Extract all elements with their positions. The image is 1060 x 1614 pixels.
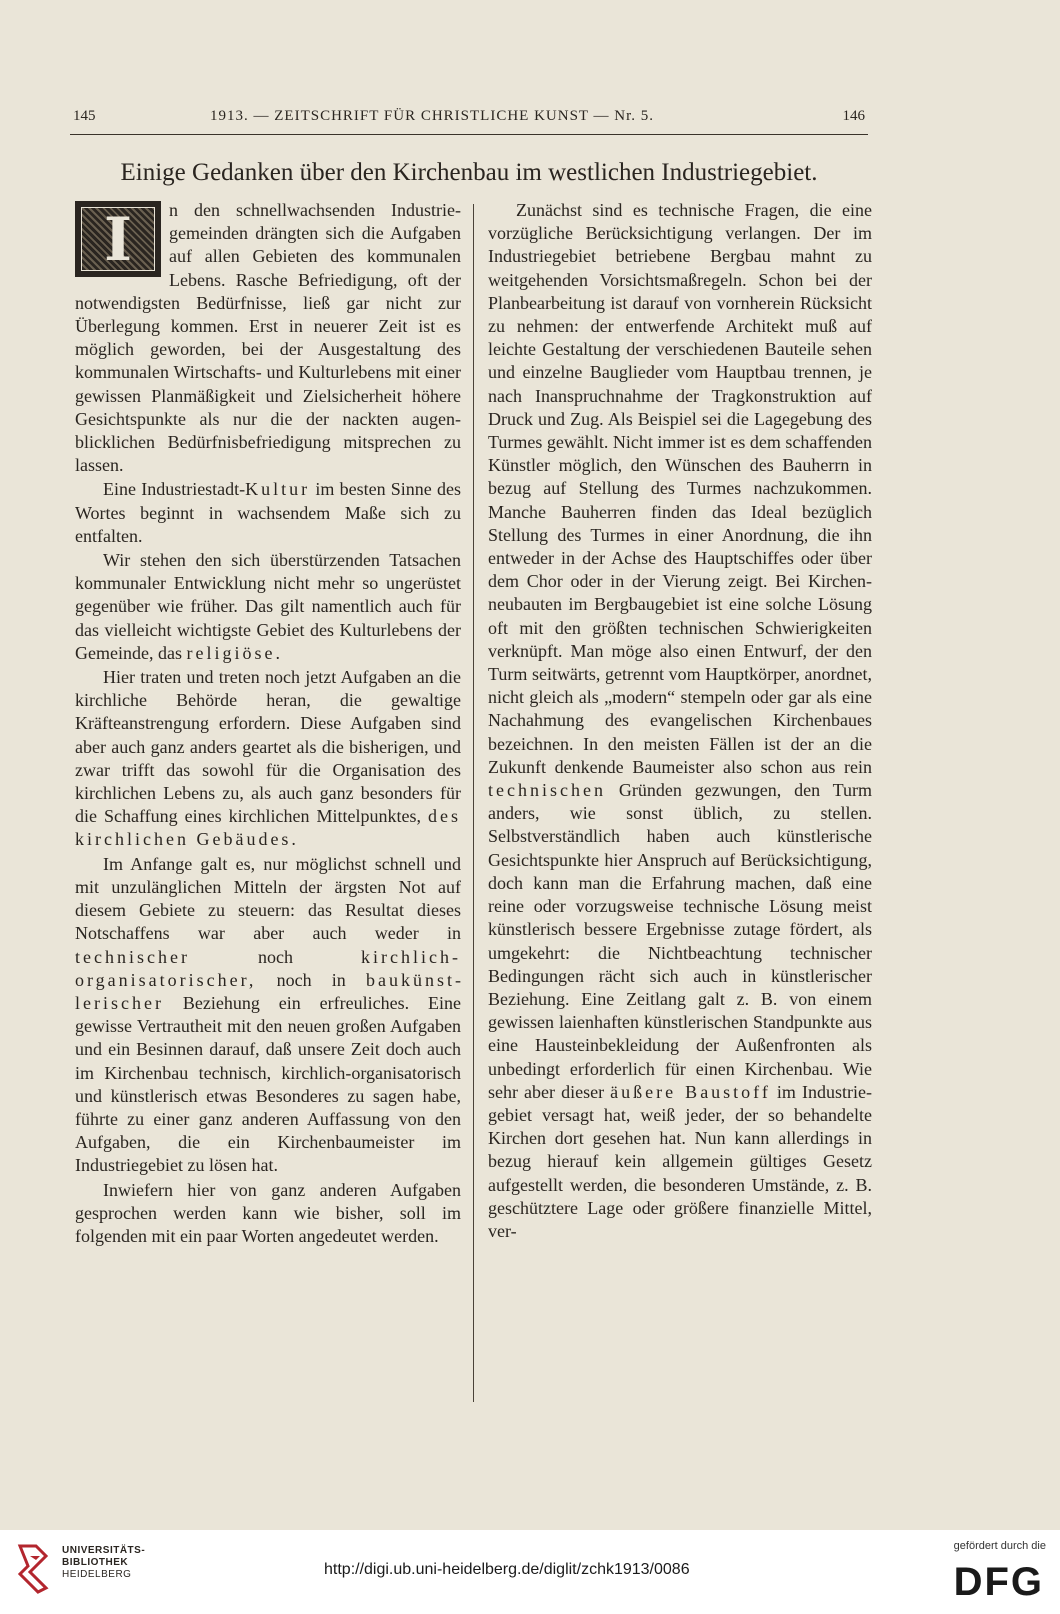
dfg-logo: DFG [953,1560,1044,1604]
page-number-left: 145 [73,108,96,124]
paragraph-7: Zunächst sind es technische Fragen, die eine vorzügliche Berücksichtigung verlangen. Der im Industriegebiet betriebene Bergbau mahnt zu weitgehenden Vorsichtsmaßregeln. Schon bei der Planbearbeitung ist darauf von vornherein Rücksicht zu nehmen: der entwerfende Architekt muß auf leichte Gestaltung der verschiedenen Bauteile sehen und einzelne Bauglieder vom Hauptbau trennen, je nach Inanspruchnahme der Tragkonstruktion auf Druck und Zug. Als Beispiel sei die Lagegebung des Turmes gewählt. Nicht immer ist es dem schaffenden Künstler möglich, den Wünschen des Bauherrn in bezug auf Stellung des Turmes nachzukommen. Manche Bauherren finden das Ideal bezüglich Stellung des Turmes in einer Anordnung, die ihn entweder in der Achse des Hauptschiffes oder über dem Chor oder in der Vierung zeigt. Bei Kirchenneubauten im Bergbaugebiet ist eine solche Lösung oft mit den größten technischen Schwierigkeiten verknüpft. Man möge also einen Entwurf, der den Turm seitwärts, getrennt vom Hauptkörper, anordnet, nicht gleich als „modern“ stempeln oder gar als eine Nachahmung des evangelischen Kirchenbaues bezeichnen. In den meisten Fällen ist der an die Zukunft denkende Baumeister also schon aus rein technischen Gründen gezwungen, den Turm anders, wie sonst üblich, zu stellen. Selbstverständlich haben auch künstlerische Gesichtspunkte hier Anspruch auf Berücksichtigung, doch kann man die Erfahrung machen, daß eine reine oder vorzugsweise technische Lösung meist künstlerisch bessere Ergebnisse zutage fördert, als umgekehrt: die Nichtbeachtung technischer Bedingungen rächt sich auch in künstlerischer Beziehung. Eine Zeitlang galt z. B. von einem gewissen laienhaften künstlerischen Standpunkte aus eine Hausteinbekleidung der Außenfronten als unbedingt erforderlich für einen Kirchenbau. Wie sehr aber dieser äußere Baustoff im Industriegebiet versagt hat, weiß jeder, der so behandelte Kirchen dort gesehen hat. Nun kann allerdings in bezug hierauf kein allgemein gültiges Gesetz aufgestellt werden, die besonderen Umstände, z. B. geschütztere Lage oder größere finanzielle Mittel, ver- [488,200,872,1241]
decorated-initial-icon: I [75,201,161,277]
library-name: UNIVERSITÄTS- BIBLIOTHEK HEIDELBERG [62,1545,146,1580]
journal-header: 1913. — ZEITSCHRIFT FÜR CHRISTLICHE KUNST — Nr. 5. [210,108,655,124]
ub-heidelberg-logo-icon [16,1540,56,1596]
paragraph-3: Wir stehen den sich überstürzenden Tatsachen kommunaler Entwicklung nicht mehr so ungerüstet gegenüber wie früher. Das gilt namentlich auch für das vielleicht wichtigste Gebiet des Kulturlebens der Gemeinde, das religiöse. [75,550,461,663]
article-title: Einige Gedanken über den Kirchenbau im westlichen Industriegebiet. [120,159,818,186]
paragraph-4: Hier traten und treten noch jetzt Aufgaben an die kirchliche Behörde heran, die gewaltige Kräfteanstrengung erfordern. Diese Aufgaben sind aber auch ganz anders geartet als die bisherigen, und zwar trifft das sowohl für die Organisation des kirchlichen Lebens zu, als auch ganz besonders für die Schaffung eines kirchlichen Mittelpunktes, des kirchlichen Gebäudes. [75,667,461,850]
permalink[interactable]: http://digi.ub.uni-heidelberg.de/diglit/zchk1913/0086 [324,1561,690,1578]
right-column [488,199,872,1243]
paragraph-1: I n den schnellwachsenden Industriegemeinden drängten sich die Aufgaben auf allen Gebieten des kommunalen Lebens. Rasche Befriedigung, oft der notwendigsten Bedürfnisse, ließ gar nicht zur Überlegung kommen. Erst in neuerer Zeit ist es möglich geworden, bei der Ausgestaltung des kommunalen Wirtschafts- und Kulturlebens mit einer gewissen Planmäßigkeit und Zielsicherheit höhere Gesichtspunkte als nur die der nackten augenblicklichen Bedürfnisbefriedigung mitsprechen zu lassen. [75,200,461,476]
page-number-right: 146 [842,108,865,124]
paragraph-6: Inwiefern hier von ganz anderen Aufgaben gesprochen werden kann wie bisher, soll im folgenden mit ein paar Worten angedeutet werden. [75,1179,461,1246]
digitization-footer [0,1530,1060,1614]
left-column [75,199,461,1248]
paragraph-5: Im Anfange galt es, nur möglichst schnell und mit unzulänglichen Mitteln der ärgsten Not auf diesem Gebiete zu steuern: das Resultat dieses Notschaffens war aber auch weder in technischer noch kirchlich-organisatorischer, noch in baukünstlerischer Beziehung ein erfreuliches. Eine gewisse Vertrautheit mit den neuen großen Aufgaben und ein Besinnen darauf, daß unsere Zeit doch auch im Kirchenbau technisch, kirchlich-organisatorisch und künstlerisch etwas Besonderes zu sagen habe, führte zu einer ganz anderen Auffassung von den Aufgaben, die ein Kirchenbaumeister im Industriegebiet zu lösen hat. [75,853,461,1176]
column-divider [473,204,474,1402]
funded-by-label: gefördert durch die [953,1540,1046,1552]
paragraph-2: Eine Industriestadt-Kultur im besten Sinne des Wortes beginnt in wachsendem Maße sich zu entfalten. [75,479,461,546]
running-header [70,108,868,135]
